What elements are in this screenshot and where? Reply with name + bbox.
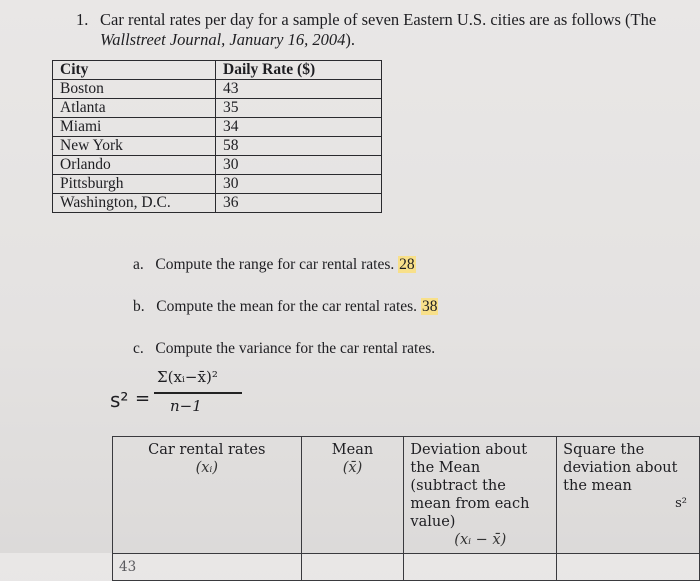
formula-equals: = xyxy=(135,388,151,409)
header-deviation xyxy=(404,437,557,554)
part-c-label: c. xyxy=(133,340,144,357)
rate-cell: 58 xyxy=(216,137,382,156)
header-mean xyxy=(301,437,404,554)
table-row xyxy=(53,137,382,156)
city-cell: New York xyxy=(53,137,216,156)
square-cell xyxy=(557,554,700,581)
part-a-answer: 28 xyxy=(399,256,415,273)
question-source xyxy=(100,30,355,50)
rate-cell: 35 xyxy=(216,99,382,118)
part-c xyxy=(133,340,435,358)
rental-rate-cell xyxy=(113,554,302,581)
work-header-row xyxy=(113,437,700,554)
table-row xyxy=(53,175,382,194)
part-b-label: b. xyxy=(133,298,145,315)
part-a-label: a. xyxy=(133,256,144,273)
table-header-row xyxy=(53,61,382,80)
table-row xyxy=(53,80,382,99)
mean-cell xyxy=(301,554,404,581)
column-header-daily-rate: Daily Rate ($) xyxy=(216,61,382,80)
formula-numerator: Σ(xᵢ−x̄)² xyxy=(157,368,218,386)
column-header-city: City xyxy=(53,61,216,80)
part-a-text: Compute the range for car rental rates. xyxy=(155,256,395,273)
header-square-deviation-symbol: s² xyxy=(675,496,687,511)
car-rental-rates-table xyxy=(52,60,382,213)
city-cell: Orlando xyxy=(53,156,216,175)
city-cell: Pittsburgh xyxy=(53,175,216,194)
header-rental-rates-title: Car rental rates xyxy=(148,442,266,458)
rate-cell: 43 xyxy=(216,80,382,99)
part-a xyxy=(133,256,416,274)
source-end: ). xyxy=(345,30,355,49)
rate-cell: 34 xyxy=(216,118,382,137)
formula-lhs: s² xyxy=(110,388,129,412)
rate-cell: 30 xyxy=(216,156,382,175)
header-mean-symbol: (x̄) xyxy=(342,460,363,476)
part-b-answer: 38 xyxy=(421,298,438,315)
rental-rate-value: 43 xyxy=(119,559,137,575)
city-cell: Miami xyxy=(53,118,216,137)
fraction-bar xyxy=(154,392,242,394)
city-cell: Atlanta xyxy=(53,99,216,118)
header-deviation-symbol: (xᵢ − x̄) xyxy=(454,532,507,548)
source-title: Wallstreet Journal, January 16, 2004 xyxy=(100,30,346,49)
deviation-cell xyxy=(404,554,557,581)
table-row xyxy=(53,118,382,137)
table-row xyxy=(53,156,382,175)
part-c-text: Compute the variance for the car rental rates. xyxy=(155,340,436,357)
table-row xyxy=(113,554,700,581)
header-deviation-title: Deviation about the Mean (subtract the mean from each value) xyxy=(410,442,530,530)
city-cell: Boston xyxy=(53,80,216,99)
question-number: 1. xyxy=(76,10,89,29)
formula-denominator: n−1 xyxy=(170,397,202,415)
header-rental-rates-symbol: (xᵢ) xyxy=(195,460,218,476)
header-square-deviation-title: Square the deviation about the mean xyxy=(563,442,678,494)
rate-cell: 30 xyxy=(216,175,382,194)
header-mean-title: Mean xyxy=(331,442,374,458)
question-text: Car rental rates per day for a sample of seven Eastern U.S. cities are as follows (The xyxy=(100,10,657,29)
table-row xyxy=(53,99,382,118)
variance-work-table xyxy=(112,436,700,581)
city-cell: Washington, D.C. xyxy=(53,194,216,213)
part-b-text: Compute the mean for the car rental rates. xyxy=(156,298,418,315)
table-row xyxy=(53,194,382,213)
header-rental-rates xyxy=(113,437,302,554)
part-b xyxy=(133,298,438,316)
header-square-deviation xyxy=(557,437,700,554)
rate-cell: 36 xyxy=(216,194,382,213)
